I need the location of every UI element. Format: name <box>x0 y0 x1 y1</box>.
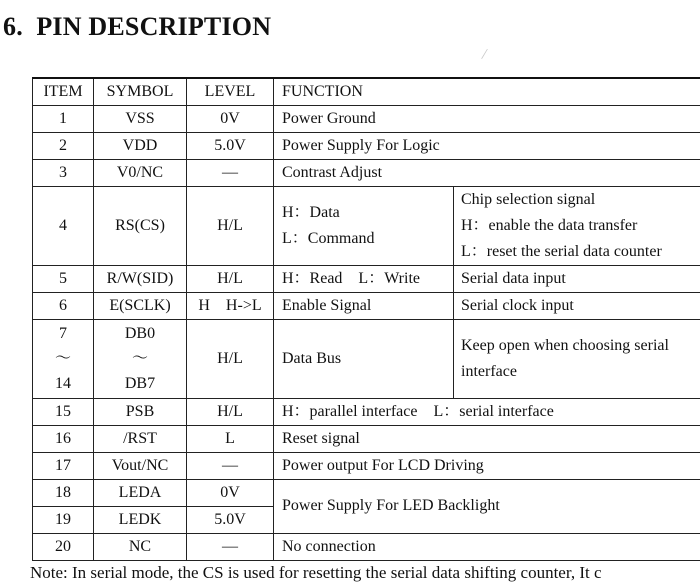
pin-level: 0V <box>187 105 274 132</box>
pin-item: 15 <box>33 398 94 425</box>
pin-level: L <box>187 425 274 452</box>
pin-item: 5 <box>33 265 94 292</box>
function-line: L：reset the serial data counter <box>461 242 662 260</box>
header-level: LEVEL <box>187 78 274 105</box>
table-row <box>33 159 700 186</box>
function-line: interface <box>461 362 517 380</box>
pin-function-parallel: H：Read L：Write <box>274 265 454 292</box>
pin-function: H：parallel interface L：serial interface <box>274 398 700 425</box>
symbol-range-sep: ～ <box>131 350 148 367</box>
symbol-range-start: DB0 <box>124 325 156 342</box>
function-line: Keep open when choosing serial <box>461 336 669 354</box>
footnote: Note: In serial mode, the CS is used for resetting the serial data shifting counter, It c <box>30 563 602 582</box>
pin-symbol: LEDA <box>94 479 187 506</box>
section-title: PIN DESCRIPTION <box>36 12 272 41</box>
function-line: H：Data <box>282 203 340 221</box>
table-row <box>33 479 700 506</box>
header-item: ITEM <box>33 78 94 105</box>
pin-item: 17 <box>33 452 94 479</box>
pin-symbol: PSB <box>94 398 187 425</box>
pin-symbol-range <box>94 319 187 398</box>
section-heading <box>3 12 271 42</box>
pin-function-serial: Serial clock input <box>454 292 700 319</box>
pin-item: 19 <box>33 506 94 533</box>
pin-symbol: V0/NC <box>94 159 187 186</box>
pin-item: 20 <box>33 533 94 560</box>
pin-symbol: NC <box>94 533 187 560</box>
pin-description-table <box>32 77 700 561</box>
pin-function: Power Supply For Logic <box>274 132 700 159</box>
pin-level: H/L <box>187 319 274 398</box>
item-range-end: 14 <box>55 375 71 392</box>
pin-level: H H->L <box>187 292 274 319</box>
function-line: L：Command <box>282 229 375 247</box>
table-header-row <box>33 78 700 105</box>
pin-level: H/L <box>187 186 274 265</box>
function-line: Chip selection signal <box>461 190 596 208</box>
table-row <box>33 132 700 159</box>
pin-function: Contrast Adjust <box>274 159 700 186</box>
table-row <box>33 186 700 265</box>
pin-level: — <box>187 159 274 186</box>
pin-level: 5.0V <box>187 506 274 533</box>
table-row <box>33 533 700 560</box>
pin-function-serial <box>454 319 700 398</box>
pin-level: H/L <box>187 398 274 425</box>
section-number: 6. <box>3 12 23 41</box>
pin-symbol: VSS <box>94 105 187 132</box>
pin-function: Reset signal <box>274 425 700 452</box>
pin-level: — <box>187 533 274 560</box>
pin-level: H/L <box>187 265 274 292</box>
pin-item: 2 <box>33 132 94 159</box>
table-row <box>33 319 700 398</box>
pin-item: 6 <box>33 292 94 319</box>
pin-item: 18 <box>33 479 94 506</box>
pin-level: — <box>187 452 274 479</box>
table-row <box>33 292 700 319</box>
pin-symbol: Vout/NC <box>94 452 187 479</box>
pin-function-parallel <box>274 186 454 265</box>
item-range-start: 7 <box>59 325 67 342</box>
pin-function-led: Power Supply For LED Backlight <box>274 479 700 533</box>
pin-function: Power Ground <box>274 105 700 132</box>
pin-function: No connection <box>274 533 700 560</box>
pin-symbol: VDD <box>94 132 187 159</box>
symbol-range-end: DB7 <box>124 375 156 392</box>
pin-symbol: RS(CS) <box>94 186 187 265</box>
pin-symbol: R/W(SID) <box>94 265 187 292</box>
table-row <box>33 398 700 425</box>
pin-symbol: E(SCLK) <box>94 292 187 319</box>
table-row <box>33 452 700 479</box>
stray-mark: / <box>480 45 489 64</box>
pin-function-parallel: Enable Signal <box>274 292 454 319</box>
pin-level: 5.0V <box>187 132 274 159</box>
function-line: H：enable the data transfer <box>461 216 638 234</box>
pin-function-serial: Serial data input <box>454 265 700 292</box>
pin-function-parallel: Data Bus <box>274 319 454 398</box>
pin-item: 3 <box>33 159 94 186</box>
pin-level: 0V <box>187 479 274 506</box>
pin-item: 1 <box>33 105 94 132</box>
pin-item: 4 <box>33 186 94 265</box>
pin-symbol: /RST <box>94 425 187 452</box>
item-range-sep: ～ <box>54 350 71 367</box>
header-symbol: SYMBOL <box>94 78 187 105</box>
pin-function: Power output For LCD Driving <box>274 452 700 479</box>
header-function: FUNCTION <box>274 78 700 105</box>
pin-symbol: LEDK <box>94 506 187 533</box>
pin-item: 16 <box>33 425 94 452</box>
table-row <box>33 105 700 132</box>
pin-item-range <box>33 319 94 398</box>
table-row <box>33 265 700 292</box>
table-row <box>33 425 700 452</box>
pin-function-serial <box>454 186 700 265</box>
